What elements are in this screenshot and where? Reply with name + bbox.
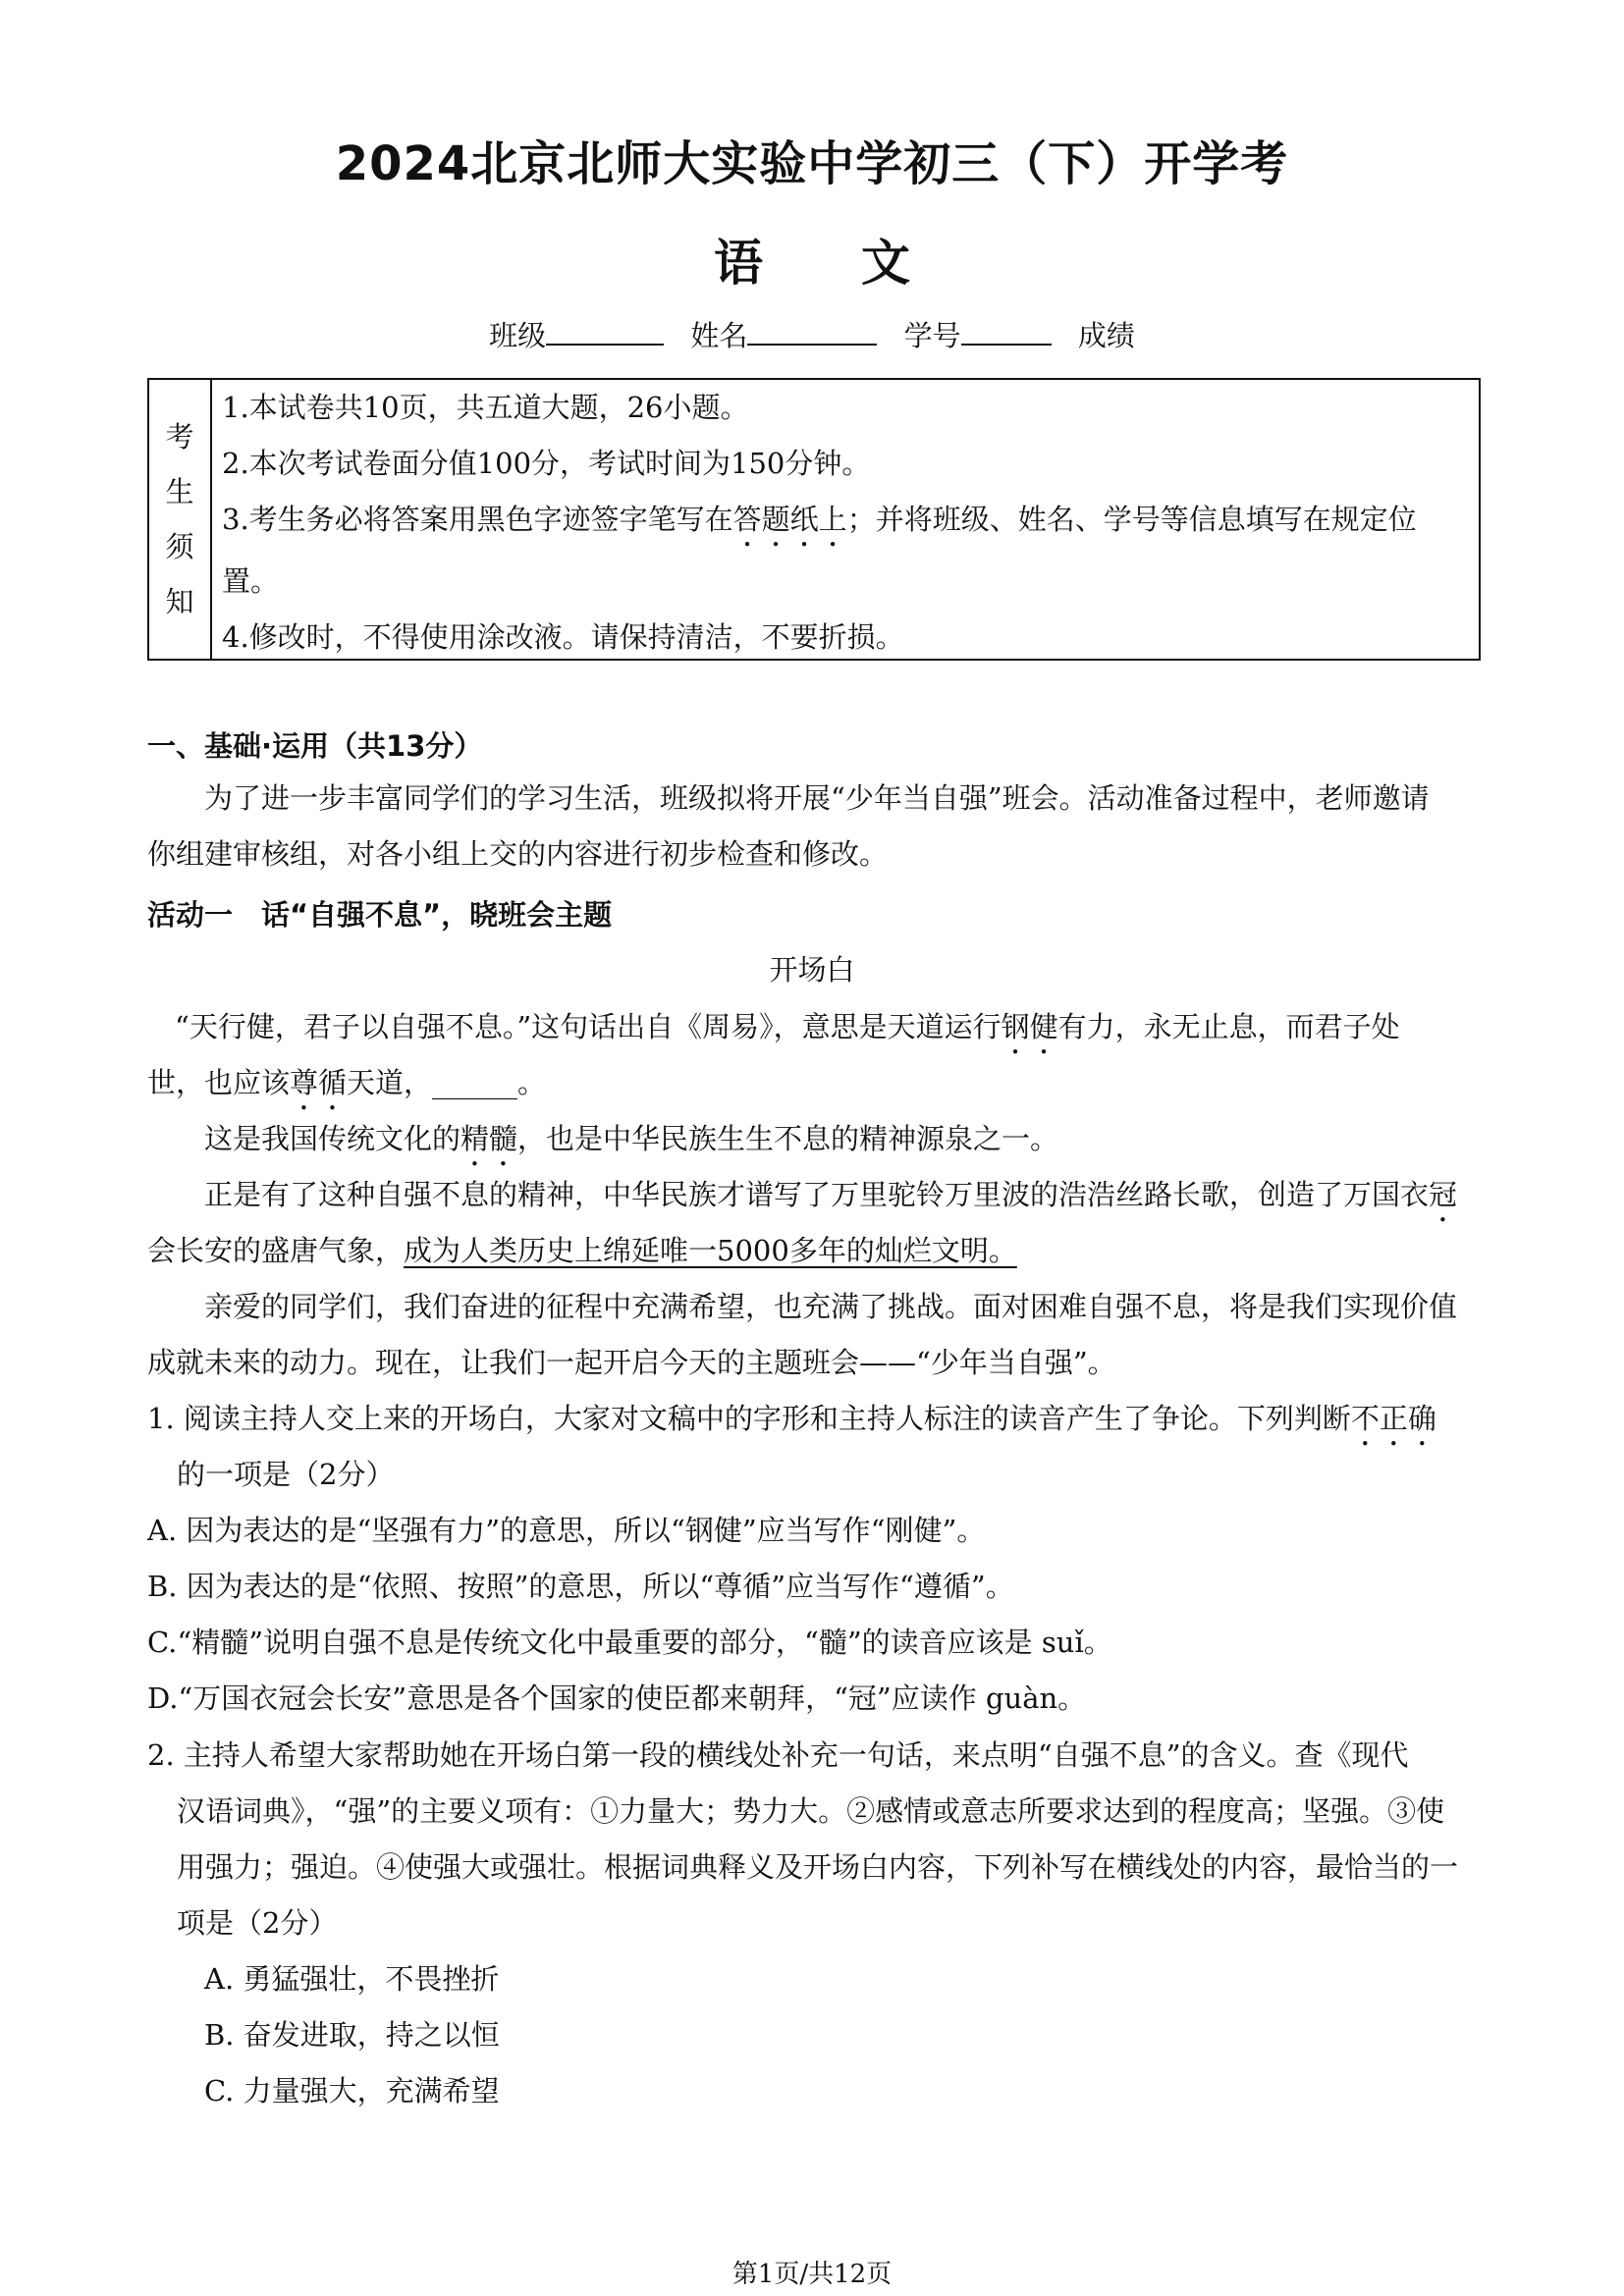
class-blank[interactable] bbox=[546, 318, 664, 346]
notice-char: 生 bbox=[165, 475, 194, 508]
subject-title: 语 文 bbox=[714, 235, 910, 292]
question-1-cont: 的一项是（2分） bbox=[177, 1458, 395, 1491]
intro-paragraph: 为了进一步丰富同学们的学习生活，班级拟将开展“少年当自强”班会。活动准备过程中，老师邀请 bbox=[204, 781, 1430, 815]
exam-notice-box bbox=[147, 378, 1481, 661]
activity-heading: 活动一 话“自强不息”，晓班会主题 bbox=[147, 898, 613, 932]
q1-option-c[interactable]: C.“精髓”说明自强不息是传统文化中最重要的部分，“髓”的读音应该是 suǐ。 bbox=[147, 1626, 1112, 1659]
question-2: 2. 主持人希望大家帮助她在开场白第一段的横线处补充一句话，来点明“自强不息”的含义。查《现代 bbox=[147, 1738, 1409, 1772]
notice-item: 4.修改时，不得使用涂改液。请保持清洁，不要折损。 bbox=[222, 620, 904, 654]
q2-option-a[interactable]: A. 勇猛强壮，不畏挫折 bbox=[204, 1962, 500, 1996]
notice-char: 知 bbox=[165, 585, 194, 618]
q2-option-b[interactable]: B. 奋发进取，持之以恒 bbox=[204, 2018, 500, 2052]
opening-title: 开场白 bbox=[769, 953, 855, 987]
opening-line-7: 成就未来的动力。现在，让我们一起开启今天的主题班会——“少年当自强”。 bbox=[147, 1346, 1116, 1379]
question-1: 1. 阅读主持人交上来的开场白，大家对文稿中的字形和主持人标注的读音产生了争论。下列判断不正确 bbox=[147, 1402, 1436, 1435]
notice-item: 3.考生务必将答案用黑色字迹签字笔写在答题纸上；并将班级、姓名、学号等信息填写在规定位 bbox=[222, 503, 1417, 536]
id-label: 学号 bbox=[903, 319, 961, 352]
opening-line-6: 亲爱的同学们，我们奋进的征程中充满希望，也充满了挑战。面对困难自强不息，将是我们实现价值 bbox=[204, 1290, 1458, 1323]
opening-line-4: 正是有了这种自强不息的精神，中华民族才谱写了万里驼铃万里波的浩浩丝路长歌，创造了万国衣冠 bbox=[204, 1178, 1458, 1211]
underlined-sentence: 成为人类历史上绵延唯一5000多年的灿烂文明。 bbox=[404, 1234, 1017, 1267]
id-blank[interactable] bbox=[961, 318, 1052, 346]
student-info-line bbox=[0, 314, 1624, 354]
opening-line-1: “天行健，君子以自强不息。”这句话出自《周易》，意思是天道运行钢健有力，永无止息，而君子处 bbox=[175, 1010, 1400, 1043]
opening-line-2: 世，也应该尊循天道，______。 bbox=[147, 1066, 547, 1099]
opening-line-3: 这是我国传统文化的精髓，也是中华民族生生不息的精神源泉之一。 bbox=[204, 1122, 1059, 1155]
q1-option-b[interactable]: B. 因为表达的是“依照、按照”的意思，所以“尊循”应当写作“遵循”。 bbox=[147, 1570, 1014, 1603]
score-label: 成绩 bbox=[1077, 319, 1135, 352]
notice-char: 考 bbox=[165, 420, 194, 454]
question-2-cont: 汉语词典》，“强”的主要义项有：①力量大；势力大。②感情或意志所要求达到的程度高；坚强。③使 bbox=[177, 1794, 1445, 1828]
q1-option-a[interactable]: A. 因为表达的是“坚强有力”的意思，所以“钢健”应当写作“刚健”。 bbox=[147, 1514, 986, 1547]
question-2-cont: 项是（2分） bbox=[177, 1906, 338, 1940]
opening-line-5: 会长安的盛唐气象，成为人类历史上绵延唯一5000多年的灿烂文明。 bbox=[147, 1234, 1017, 1267]
name-label: 姓名 bbox=[690, 319, 748, 352]
notice-item: 1.本试卷共10页，共五道大题，26小题。 bbox=[222, 391, 749, 424]
emphasis-word: 精髓 bbox=[460, 1122, 518, 1155]
fill-blank[interactable]: ______ bbox=[432, 1066, 518, 1099]
notice-char: 须 bbox=[165, 530, 194, 563]
section-heading: 一、基础·运用（共13分） bbox=[147, 729, 483, 763]
emphasis-word: 尊循 bbox=[290, 1066, 348, 1099]
emphasis-word: 钢健 bbox=[1001, 1010, 1058, 1043]
class-label: 班级 bbox=[489, 319, 547, 352]
exam-title: 2024北京北师大实验中学初三（下）开学考 bbox=[335, 136, 1289, 191]
page-number: 第1页/共12页 bbox=[731, 2260, 893, 2289]
intro-paragraph-cont: 你组建审核组，对各小组上交的内容进行初步检查和修改。 bbox=[147, 837, 889, 871]
notice-items bbox=[222, 380, 1465, 666]
emphasis-answer-sheet: 答题纸上 bbox=[732, 503, 847, 536]
emphasis-not-correct: 不正确 bbox=[1350, 1402, 1436, 1435]
name-blank[interactable] bbox=[747, 318, 877, 346]
notice-item: 2.本次考试卷面分值100分，考试时间为150分钟。 bbox=[222, 447, 871, 480]
q1-option-d[interactable]: D.“万国衣冠会长安”意思是各个国家的使臣都来朝拜，“冠”应读作 guàn。 bbox=[147, 1682, 1087, 1715]
notice-side-label bbox=[149, 380, 212, 659]
q2-option-c[interactable]: C. 力量强大，充满希望 bbox=[204, 2074, 500, 2108]
question-2-cont: 用强力；强迫。④使强大或强壮。根据词典释义及开场白内容，下列补写在横线处的内容，最恰当的一 bbox=[177, 1850, 1459, 1884]
emphasis-word: 冠 bbox=[1429, 1178, 1458, 1211]
notice-item: 置。 bbox=[222, 564, 280, 598]
